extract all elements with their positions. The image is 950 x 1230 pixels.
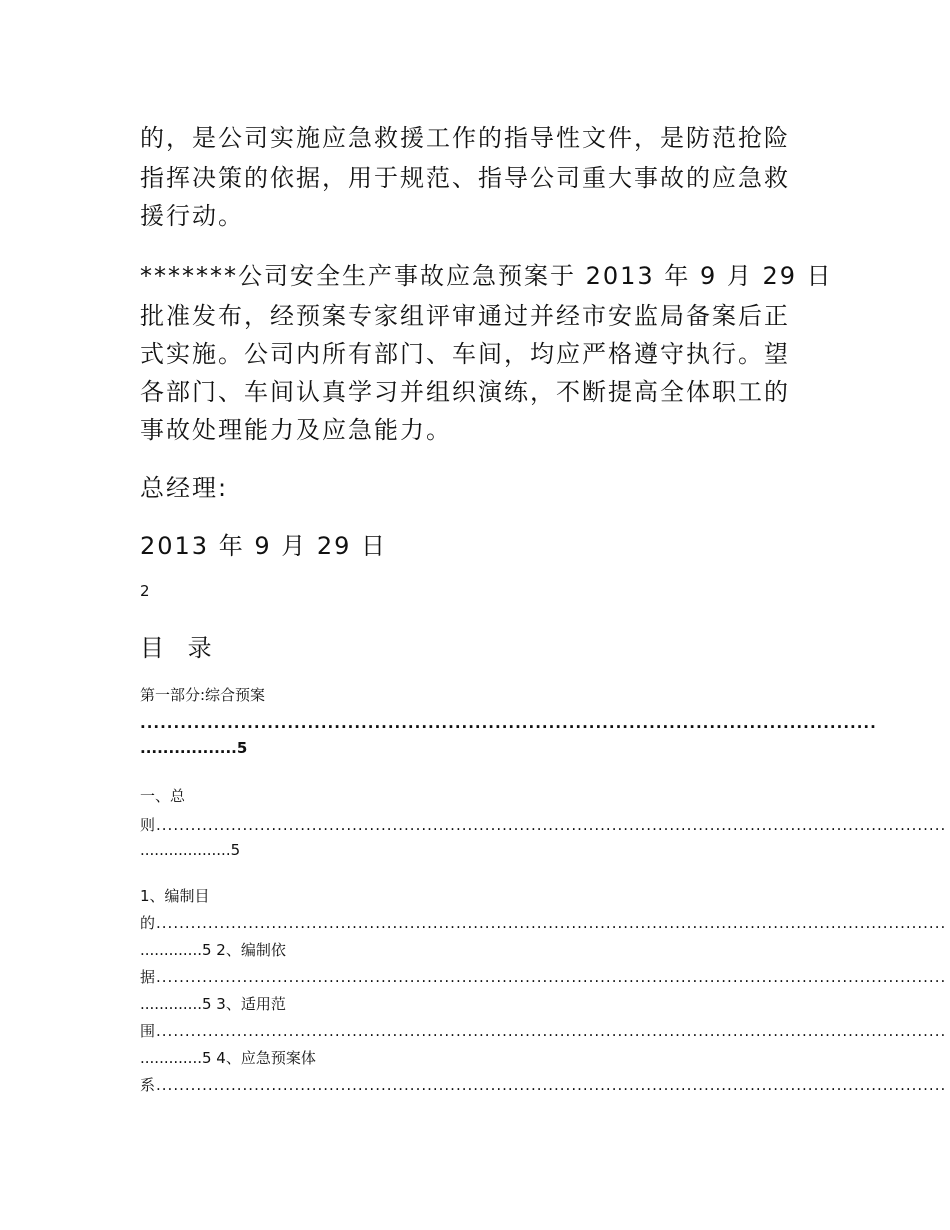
paragraph-2-line-5: 事故处理能力及应急能力。	[140, 416, 452, 444]
toc-item-1-leader: 的.........................................................................................................................................	[140, 914, 947, 932]
toc-item-1-label: 1、编制目	[140, 887, 210, 905]
toc-sec1-page: ...................5	[140, 841, 241, 859]
toc-item-3-label-cont: 围	[140, 1022, 157, 1040]
toc-part1-page: .................5	[140, 739, 248, 757]
signature-date: 2013 年 9 月 29 日	[140, 532, 388, 560]
toc-sec1-label: 一、总	[140, 787, 186, 805]
paragraph-2-line-2: 批准发布，经预案专家组评审通过并经市安监局备案后正	[140, 302, 790, 330]
toc-sec1-label-cont: 则	[140, 816, 157, 834]
toc-item-4-label-cont: 系	[140, 1076, 157, 1094]
toc-sec1-leader: 则.........................................................................................................................................	[140, 816, 947, 834]
page-number: 2	[140, 582, 150, 600]
toc-item-3-leader: 围.........................................................................................................................................	[140, 1022, 947, 1040]
toc-title: 目 录	[140, 634, 220, 662]
paragraph-2-line-3: 式实施。公司内所有部门、车间，均应严格遵守执行。望	[140, 340, 790, 368]
paragraph-1-line-2: 指挥决策的依据，用于规范、指导公司重大事故的应急救	[140, 164, 790, 192]
toc-item-4-leader: 系.........................................................................................................................................	[140, 1076, 947, 1094]
paragraph-2-line-4: 各部门、车间认真学习并组织演练，不断提高全体职工的	[140, 378, 790, 406]
toc-item-1-page: .............5 2、编制依	[140, 941, 286, 959]
toc-item-2-leader: 据.........................................................................................................................................	[140, 968, 947, 986]
toc-part1-leader: ..............................................................................................................	[140, 714, 877, 732]
paragraph-1-line-1: 的，是公司实施应急救援工作的指导性文件，是防范抢险	[140, 124, 790, 152]
signature-label: 总经理:	[140, 474, 229, 502]
toc-item-2-page: .............5 3、适用范	[140, 995, 286, 1013]
paragraph-2-line-1: *******公司安全生产事故应急预案于 2013 年 9 月 29 日	[140, 262, 833, 290]
toc-item-2-label-cont: 据	[140, 968, 157, 986]
paragraph-1-line-3: 援行动。	[140, 202, 244, 230]
toc-item-3-page: .............5 4、应急预案体	[140, 1049, 316, 1067]
toc-item-1-label-cont: 的	[140, 914, 157, 932]
toc-part1-label: 第一部分:综合预案	[140, 686, 266, 704]
